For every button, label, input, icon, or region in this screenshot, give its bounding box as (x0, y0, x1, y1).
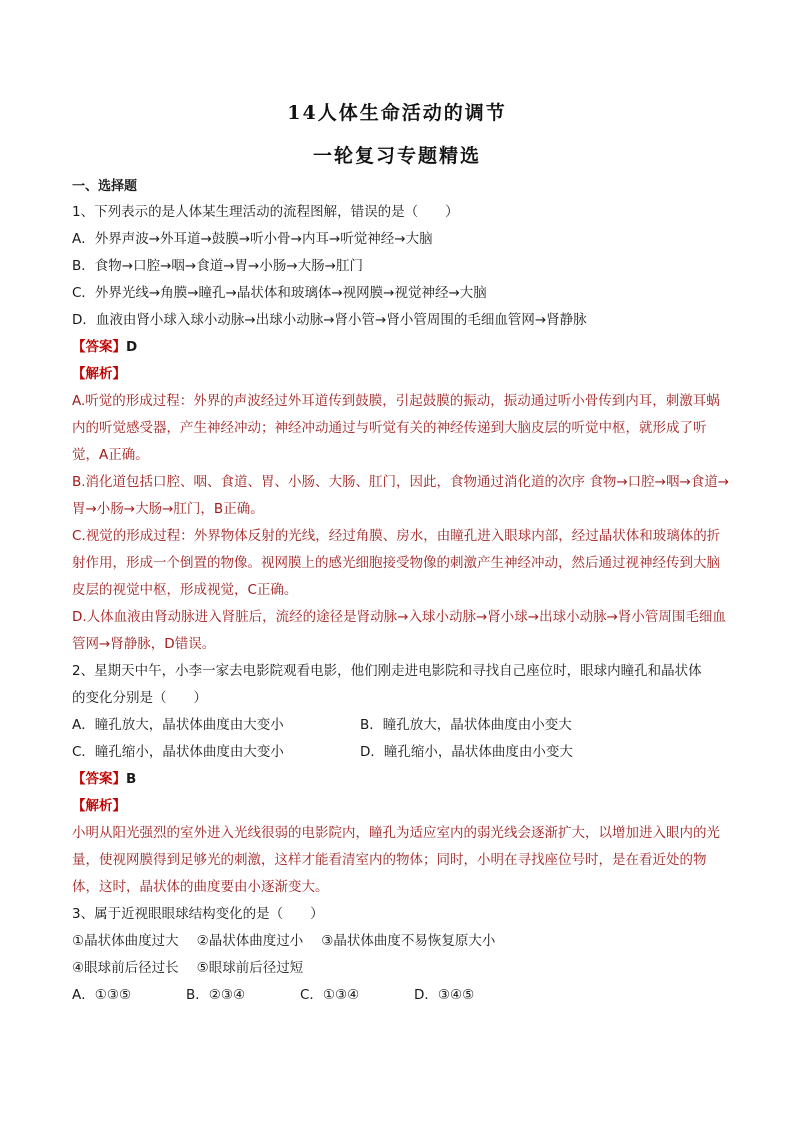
q1-option-a: A．外界声波→外耳道→鼓膜→听小骨→内耳→听觉神经→大脑 (72, 231, 433, 247)
section-heading: 一、选择题 (72, 179, 138, 194)
q1-option-d: D．血液由肾小球入球小动脉→出球小动脉→肾小管→肾小管周围的毛细血管网→肾静脉 (72, 312, 587, 328)
q1-analysis-a: A.听觉的形成过程：外界的声波经过外耳道传到鼓膜，引起鼓膜的振动，振动通过听小骨传到内耳，刺激耳蜗内的听觉感受器，产生神经冲动；神经冲动通过与听觉有关的神经传递到大脑皮层的听觉中枢，就形成了听觉，A正确。 (72, 393, 720, 463)
q2-analysis: 小明从阳光强烈的室外进入光线很弱的电影院内，瞳孔为适应室内的弱光线会逐渐扩大，以增加进入眼内的光量，使视网膜得到足够光的刺激，这样才能看清室内的物体；同时，小明在寻找座位号时，是在看近处的物体，这时，晶状体的曲度要由小逐渐变大。 (72, 825, 720, 895)
q3-option-c: C．①③④ (300, 987, 360, 1003)
q2-answer-row (72, 766, 732, 793)
q2-stem-line2: 的变化分别是（ ） (72, 690, 207, 706)
document-body (72, 176, 732, 1009)
q2-options-row1 (72, 712, 732, 739)
q2-option-c: C．瞳孔缩小，晶状体曲度由大变小 (72, 744, 284, 760)
q2-analysis-row (72, 793, 732, 820)
q3-item-4: ④眼球前后径过长 (72, 960, 179, 976)
q1-analysis-d: D.人体血液由肾动脉进入肾脏后，流经的途径是肾动脉→入球小动脉→肾小球→出球小动脉→肾小管周围毛细血管网→肾静脉，D错误。 (72, 609, 726, 652)
q1-analysis-c: C.视觉的形成过程：外界物体反射的光线，经过角膜、房水，由瞳孔进入眼球内部，经过晶状体和玻璃体的折射作用，形成一个倒置的物像。视网膜上的感光细胞接受物像的刺激产生神经冲动，然后通过视神经传到大脑皮层的视觉中枢，形成视觉，C正确。 (72, 528, 721, 598)
q2-options-row2 (72, 739, 732, 766)
q3-items-row2 (72, 955, 732, 982)
q2-option-d: D．瞳孔缩小，晶状体曲度由小变大 (360, 744, 573, 760)
analysis-label: 【解析】 (72, 366, 126, 382)
q3-option-d: D．③④⑤ (414, 987, 475, 1003)
answer-label: 【答案】 (72, 339, 126, 355)
q1-answer: D (126, 339, 138, 355)
q3-options-row (72, 982, 732, 1009)
q2-option-b: B．瞳孔放大，晶状体曲度由小变大 (360, 717, 572, 733)
q3-option-a: A．①③⑤ (72, 987, 132, 1003)
document-subtitle: 一轮复习专题精选 (312, 145, 481, 167)
q2-option-a: A．瞳孔放大，晶状体曲度由大变小 (72, 717, 284, 733)
answer-label: 【答案】 (72, 771, 126, 787)
document-title: 14人体生命活动的调节 (287, 102, 507, 124)
q3-item-5: ⑤眼球前后径过短 (196, 960, 304, 976)
q1-analysis-row (72, 361, 732, 388)
analysis-label: 【解析】 (72, 798, 126, 814)
q3-item-2: ②晶状体曲度过小 (196, 933, 304, 949)
q2-stem-line1: 2、星期天中午，小李一家去电影院观看电影，他们刚走进电影院和寻找自己座位时，眼球内瞳孔和晶状体 (72, 663, 702, 679)
q3-option-b: B．②③④ (186, 987, 246, 1003)
q3-item-3: ③晶状体曲度不易恢复原大小 (321, 933, 496, 949)
q1-option-b: B．食物→口腔→咽→食道→胃→小肠→大肠→肛门 (72, 258, 363, 274)
q3-items-row1 (72, 928, 732, 955)
q2-answer: B (126, 771, 137, 787)
q3-item-1: ①晶状体曲度过大 (72, 933, 179, 949)
q1-option-c: C．外界光线→角膜→瞳孔→晶状体和玻璃体→视网膜→视觉神经→大脑 (72, 285, 487, 301)
q1-stem: 1、下列表示的是人体某生理活动的流程图解，错误的是（ ） (72, 204, 459, 220)
q3-stem: 3、属于近视眼眼球结构变化的是（ ） (72, 906, 324, 922)
q1-analysis-b: B.消化道包括口腔、咽、食道、胃、小肠、大肠、肛门，因此，食物通过消化道的次序 食物→口腔→咽→食道→胃→小肠→大肠→肛门，B正确。 (72, 474, 730, 517)
q1-answer-row (72, 334, 732, 361)
